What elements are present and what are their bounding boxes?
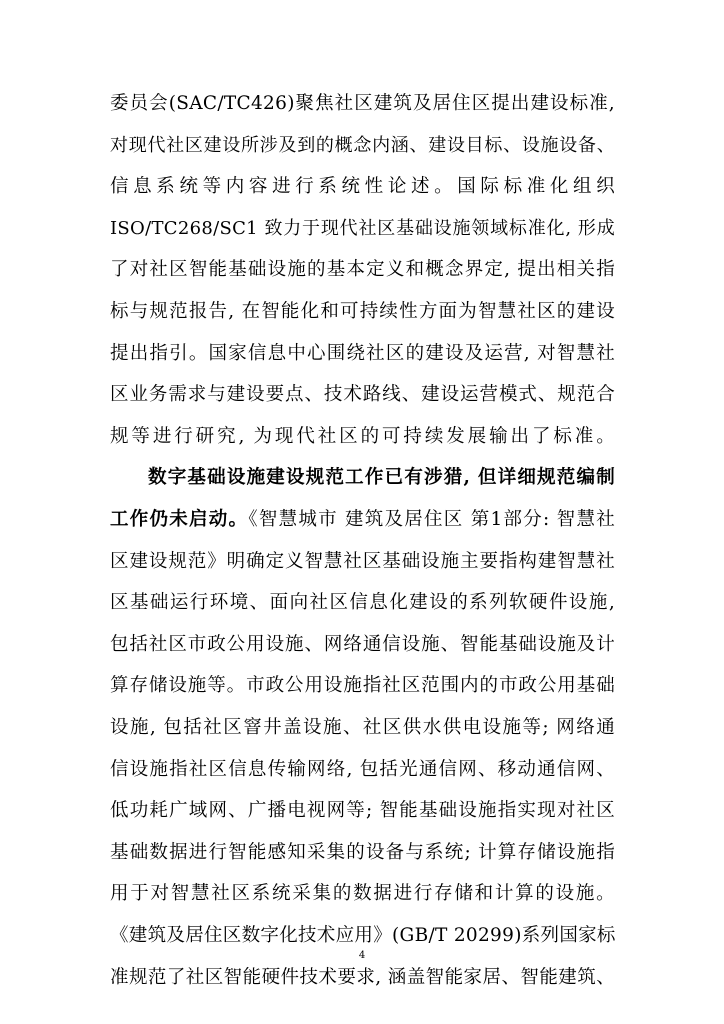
text-line: 包括社区市政公用设施、网络通信设施、智能基础设施及计: [110, 633, 615, 655]
text-line: 《建筑及居住区数字化技术应用》(GB/T 20299)系列国家标: [110, 925, 616, 946]
text-line: ISO/TC268/SC1 致力于现代社区基础设施领域标准化, 形成: [110, 217, 615, 239]
text-line: 标与规范报告, 在智能化和可持续性方面为智慧社区的建设: [110, 301, 615, 322]
text-line: 提出指引。国家信息中心围绕社区的建设及运营, 对智慧社: [110, 342, 615, 364]
text-line: 基础数据进行智能感知采集的设备与系统; 计算存储设施指: [110, 841, 615, 863]
text-line: 工作仍未启动。《智慧城市 建筑及居住区 第1部分: 智慧社: [110, 509, 616, 530]
text-line: 设施, 包括社区窨井盖设施、社区供水供电设施等; 网络通: [110, 717, 615, 738]
text-line: 算存储设施等。市政公用设施指社区范围内的市政公用基础: [110, 675, 615, 697]
text-line: 对现代社区建设所涉及到的概念内涵、建设目标、设施设备、: [110, 134, 615, 156]
bold-heading-line: 数字基础设施建设规范工作已有涉猎, 但详细规范编制: [148, 467, 615, 489]
page-number: 4: [358, 950, 366, 961]
text-line: 信设施指社区信息传输网络, 包括光通信网、移动通信网、: [110, 758, 615, 780]
text-line: 信息系统等内容进行系统性论述。国际标准化组织: [110, 176, 615, 198]
text-line: 规等进行研究, 为现代社区的可持续发展输出了标准。: [110, 425, 615, 447]
text-line: 了对社区智能基础设施的基本定义和概念界定, 提出相关指: [110, 259, 615, 281]
text-line: 委员会(SAC/TC426)聚焦社区建筑及居住区提出建设标准,: [110, 93, 615, 114]
text-line: 用于对智慧社区系统采集的数据进行存储和计算的设施。: [110, 883, 615, 905]
text-line: 区建设规范》明确定义智慧社区基础设施主要指构建智慧社: [110, 550, 615, 572]
text-line: 区基础运行环境、面向社区信息化建设的系列软硬件设施,: [110, 592, 615, 614]
text-line: 区业务需求与建设要点、技术路线、建设运营模式、规范合: [110, 384, 615, 406]
text-line: 准规范了社区智能硬件技术要求, 涵盖智能家居、智能建筑、: [110, 966, 615, 988]
text-line: 低功耗广域网、广播电视网等; 智能基础设施指实现对社区: [110, 800, 615, 822]
